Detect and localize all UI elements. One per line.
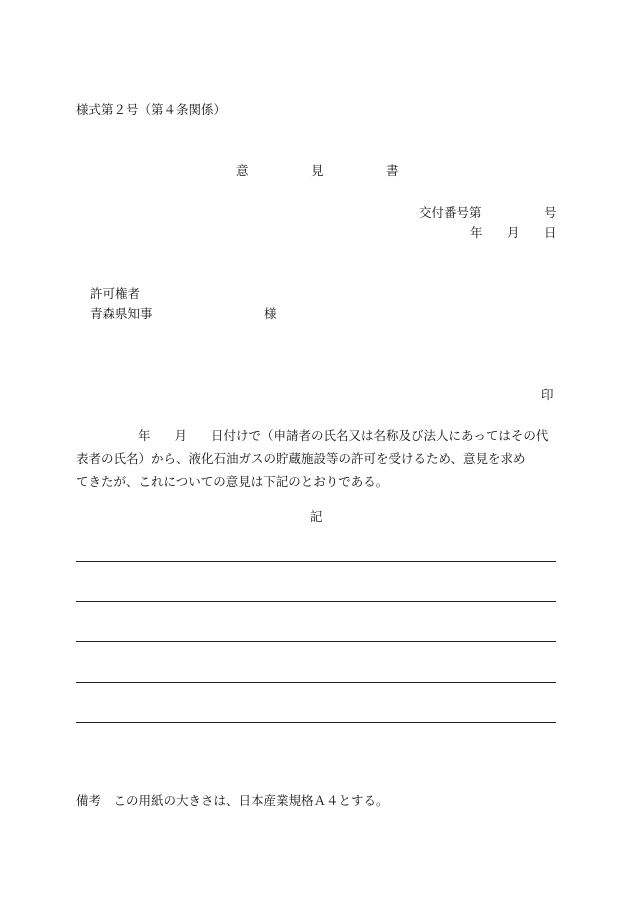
issue-number-suffix: 号 [544,205,557,220]
recipient-honorific: 様 [264,306,277,321]
date-day-label: 日 [544,225,557,240]
opinion-line-1 [76,561,556,562]
recipient-name [90,304,277,322]
opinion-line-2 [76,601,556,602]
date-month-label: 月 [507,225,520,240]
footnote: 備考 この用紙の大きさは、日本産業規格Ａ４とする。 [76,793,389,808]
date-year-label: 年 [470,225,483,240]
recipient-governor: 青森県知事 [90,306,153,321]
form-number: 様式第２号（第４条関係） [76,102,227,117]
opinion-line-3 [76,641,556,642]
body-line3: てきたが、これについての意見は下記のとおりである。 [76,474,389,489]
opinion-line-4 [76,682,556,683]
body-paragraph [76,424,556,493]
title-char-1: 意 [236,163,249,178]
opinion-line-5 [76,722,556,723]
title-char-2: 見 [311,163,324,178]
issue-number [419,203,557,221]
issue-number-prefix: 交付番号第 [419,205,482,220]
title-char-3: 書 [386,163,399,178]
ki-heading: 記 [310,509,323,524]
body-month-label: 月 [174,428,188,443]
body-line1-text: 日付けで（申請者の氏名又は名称及び法人にあってはその代 [211,428,549,443]
body-year-label: 年 [138,428,151,443]
body-line2: 表者の氏名）から、液化石油ガスの貯蔵施設等の許可を受けるため、意見を求め [76,451,526,466]
recipient-title: 許可権者 [90,286,141,301]
seal-mark: 印 [541,387,554,402]
